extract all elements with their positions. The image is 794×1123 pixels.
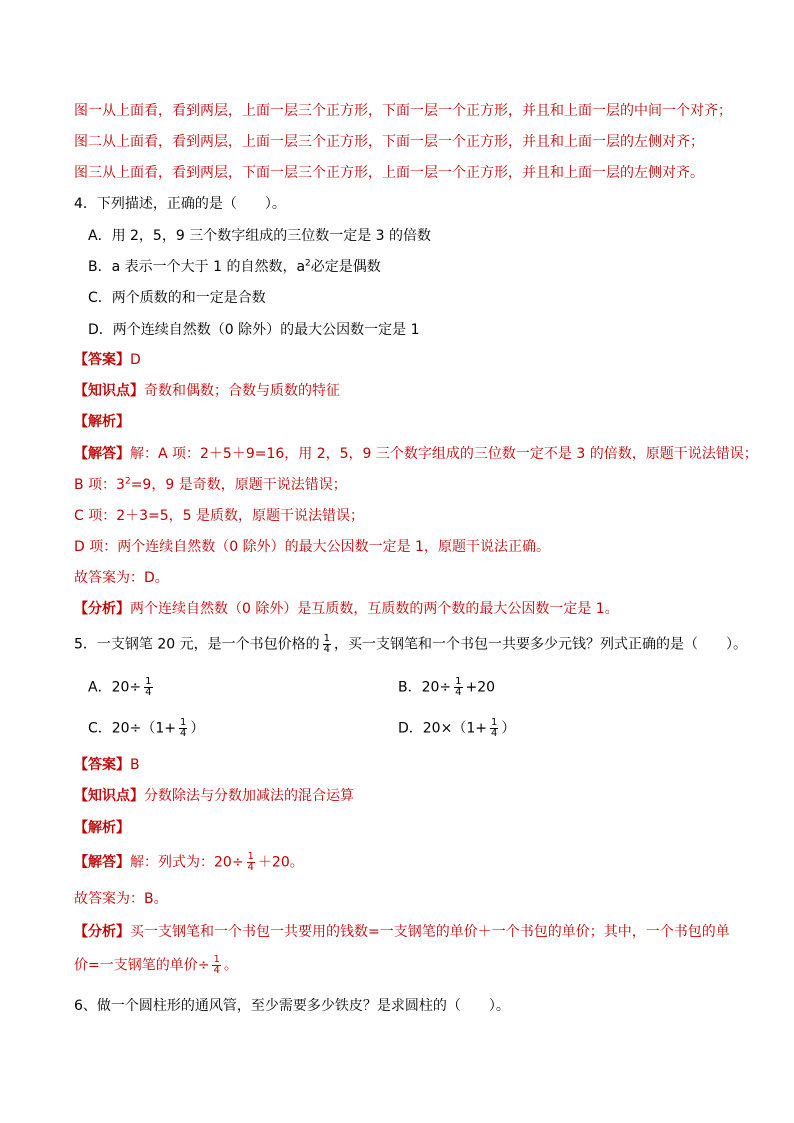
q5-option-c-text: C．20÷（1+ (88, 720, 176, 737)
intro-line-1: 图一从上面看，看到两层，上面一层三个正方形，下面一层一个正方形，并且和上面一层的中间一个对齐； (74, 103, 732, 119)
q4-solution-d: D 项：两个连续自然数（0 除外）的最大公因数一定是 1，原题干说法正确。 (74, 539, 550, 555)
fraction-denominator: 4 (455, 687, 462, 698)
q4-knowledge (74, 381, 340, 401)
q5-fenxi-fraction (212, 955, 220, 976)
q5-option-b-rest: +20 (465, 679, 496, 696)
q4-solution-b-text: B 项：3 (74, 477, 125, 493)
q5-option-a (88, 677, 156, 698)
q5-option-b-fraction (454, 677, 462, 698)
q4-fenxi (74, 599, 619, 619)
q5-solution (74, 852, 304, 873)
q4-answer-tag: 【答案】 (74, 352, 130, 368)
q5-option-d (398, 718, 515, 739)
q5-stem-rest: ，买一支钢笔和一个书包一共要多少元钱？列式正确的是（ ）。 (334, 636, 747, 653)
q5-option-d-rest: ） (501, 720, 516, 737)
fraction-numerator: 1 (247, 851, 254, 862)
q5-option-b (398, 677, 495, 698)
q5-fenxi-tag: 【分析】 (74, 924, 130, 940)
q4-solution-b (74, 475, 347, 495)
q4-solution-a (74, 444, 758, 464)
q4-option-b-rest: 必定是偶数 (310, 259, 381, 275)
q4-knowledge-text: 奇数和偶数；合数与质数的特征 (144, 383, 340, 399)
fraction-numerator: 1 (213, 954, 220, 965)
fraction-numerator: 1 (490, 717, 498, 728)
q4-conclusion: 故答案为：D。 (74, 570, 169, 586)
q5-option-c (88, 718, 204, 739)
fraction-numerator: 1 (179, 717, 187, 728)
q5-analysis-tag: 【解析】 (74, 820, 130, 836)
q5-option-d-text: D．20×（1+ (398, 720, 487, 737)
q5-knowledge-tag: 【知识点】 (74, 788, 144, 804)
fraction-numerator: 1 (323, 633, 330, 644)
q5-option-c-rest: ） (190, 720, 205, 737)
q4-option-c: C．两个质数的和一定是合数 (88, 290, 266, 306)
q5-fenxi-line-2-rest: 。 (223, 957, 238, 974)
fraction-denominator: 4 (247, 862, 254, 873)
q5-fenxi-line-2 (74, 955, 238, 976)
fraction-denominator: 4 (323, 644, 330, 655)
fraction-denominator: 4 (179, 728, 187, 739)
q4-fenxi-text: 两个连续自然数（0 除外）是互质数，互质数的两个数的最大公因数一定是 1。 (130, 601, 619, 617)
q5-fenxi-line-2-text: 价=一支钢笔的单价÷ (74, 957, 210, 974)
q4-option-a: A．用 2，5，9 三个数字组成的三位数一定是 3 的倍数 (88, 228, 432, 244)
q5-analysis (74, 818, 130, 838)
q4-option-b (88, 257, 381, 277)
q4-solution-b-sup: 2 (124, 476, 131, 487)
q5-fenxi-text: 买一支钢笔和一个书包一共要用的钱数=一支钢笔的单价＋一个书包的单价；其中，一个书包的单 (130, 924, 730, 940)
fraction-denominator: 4 (213, 965, 220, 976)
q4-solution-tag: 【解答】 (74, 446, 130, 462)
q5-answer-tag: 【答案】 (74, 757, 130, 773)
q5-stem-text: 5．一支钢笔 20 元，是一个书包价格的 (74, 636, 320, 653)
q4-solution-b-rest: =9，9 是奇数，原题干说法错误； (130, 477, 347, 493)
q5-knowledge-text: 分数除法与分数加减法的混合运算 (144, 788, 354, 804)
q5-option-d-fraction (490, 718, 498, 739)
fraction-denominator: 4 (145, 687, 152, 698)
q5-solution-rest: ＋20。 (257, 854, 304, 871)
intro-line-2: 图二从上面看，看到两层，上面一层三个正方形，下面一层一个正方形，并且和上面一层的左侧对齐； (74, 134, 704, 150)
q5-option-b-text: B．20÷ (398, 679, 452, 696)
q5-solution-text: 解：列式为：20÷ (130, 854, 244, 871)
q5-solution-fraction (247, 852, 255, 873)
q4-solution-c: C 项：2＋3=5，5 是质数，原题干说法错误； (74, 508, 365, 524)
fraction-denominator: 4 (490, 728, 498, 739)
q5-answer (74, 755, 140, 775)
q4-solution-a-text: 解：A 项：2＋5＋9=16，用 2，5，9 三个数字组成的三位数一定不是 3 的倍数，原题干说法错误； (130, 446, 758, 462)
q5-option-a-text: A．20÷ (88, 679, 142, 696)
q5-knowledge (74, 786, 354, 806)
intro-line-3: 图三从上面看，看到两层，下面一层三个正方形，上面一层一个正方形，并且和上面一层的左侧对齐。 (74, 165, 704, 181)
q5-stem-fraction (323, 634, 331, 655)
q5-conclusion: 故答案为：B。 (74, 891, 168, 907)
q4-option-b-sup: 2 (305, 258, 311, 269)
q5-stem (74, 634, 747, 655)
q5-option-a-fraction (144, 677, 152, 698)
q4-fenxi-tag: 【分析】 (74, 601, 130, 617)
q4-option-b-text: B．a 表示一个大于 1 的自然数，a (88, 259, 306, 275)
q5-option-c-fraction (179, 718, 187, 739)
fraction-numerator: 1 (455, 676, 462, 687)
q5-answer-value: B (130, 757, 140, 773)
q4-analysis (74, 412, 130, 432)
q4-answer (74, 350, 141, 370)
fraction-numerator: 1 (145, 676, 152, 687)
q5-fenxi (74, 922, 730, 942)
q4-option-d: D．两个连续自然数（0 除外）的最大公因数一定是 1 (88, 322, 420, 338)
q4-answer-value: D (130, 352, 141, 368)
q6-stem: 6、做一个圆柱形的通风管，至少需要多少铁皮？是求圆柱的（ ）。 (74, 998, 510, 1014)
q5-solution-tag: 【解答】 (74, 854, 130, 871)
q4-analysis-tag: 【解析】 (74, 414, 130, 430)
q4-knowledge-tag: 【知识点】 (74, 383, 144, 399)
q4-stem: 4．下列描述，正确的是（ ）。 (74, 196, 286, 212)
